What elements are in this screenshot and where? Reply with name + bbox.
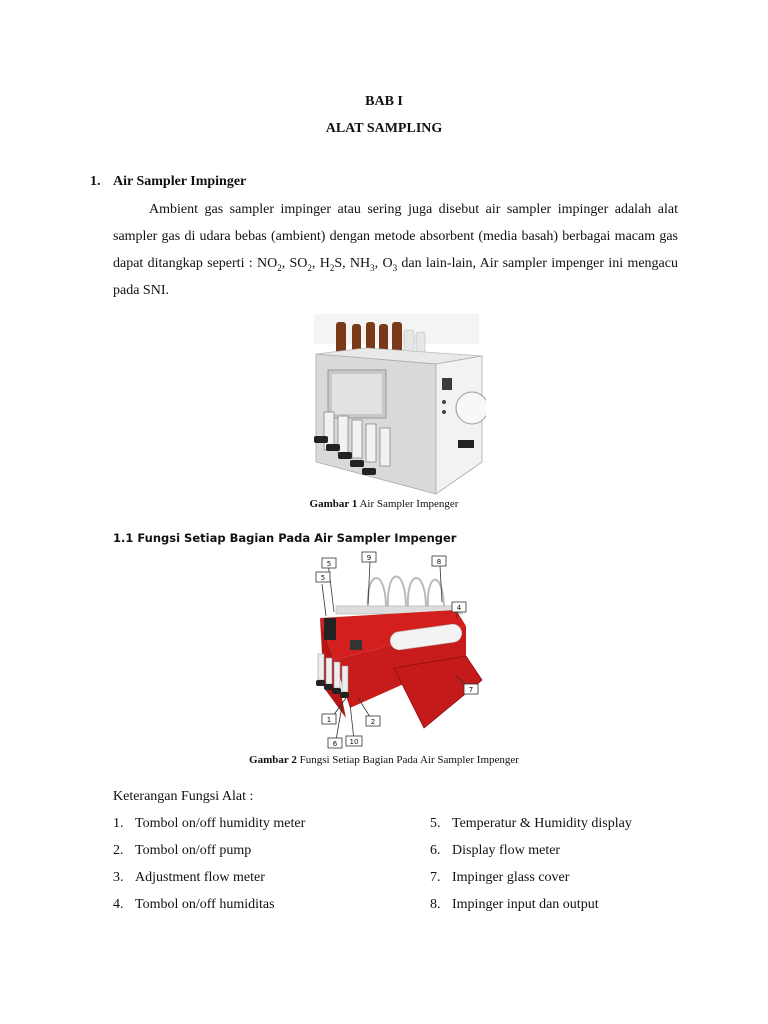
figure-2-caption: [0, 754, 768, 766]
list-item: 7. Impinger glass cover: [430, 870, 570, 885]
callout-label: 7: [468, 686, 474, 694]
callout-label: 4: [456, 604, 462, 612]
section-heading: [90, 174, 246, 190]
paragraph-text-2: dan lain-lain, Air sampler impenger ini mengacu pada SNI.: [113, 256, 678, 298]
callout-label: 9: [366, 554, 372, 562]
list-item: 3. Adjustment flow meter: [113, 870, 265, 885]
list-item: 6. Display flow meter: [430, 843, 561, 858]
figure-1-image: [306, 312, 486, 498]
figure-2-text: Fungsi Setiap Bagian Pada Air Sampler Impenger: [296, 754, 519, 766]
section-title: Air Sampler Impinger: [113, 174, 247, 189]
callout-label: 8: [436, 558, 442, 566]
chapter-number: BAB I: [365, 94, 403, 109]
intro-paragraph: Ambient gas sampler impinger atau sering juga disebut air sampler impinger adalah alat sampler gas di udara bebas (ambient) dengan metode absorbent (media basah) berbagai macam gas dapat ditangkap seperti : $NO_2$, $SO_2$, $H_2S$, $NH_3$, $O_3$ dan lain-lain, Air sampler impenger ini mengacu pada SNI.: [113, 202, 678, 298]
callout-label: 6: [332, 740, 338, 748]
list-item: 4. Tombol on/off humiditas: [113, 897, 275, 912]
legend-left-list: [113, 816, 413, 924]
air-sampler-white-illustration: [306, 312, 486, 498]
list-item: 1. Tombol on/off humidity meter: [113, 816, 306, 831]
air-sampler-red-illustration: [306, 548, 486, 750]
list-item: 8. Impinger input dan output: [430, 897, 599, 912]
figure-2-label: Gambar 2: [249, 754, 297, 766]
figure-1-caption: [0, 498, 768, 510]
chapter-title: ALAT SAMPLING: [325, 121, 443, 136]
list-item: 2. Tombol on/off pump: [113, 843, 252, 858]
list-item: 5. Temperatur & Humidity display: [430, 816, 632, 831]
callout-label: 10: [349, 738, 359, 746]
legend-heading: Keterangan Fungsi Alat :: [113, 789, 254, 804]
callout-label: 1: [326, 716, 332, 724]
callout-label: 5: [326, 560, 332, 568]
callout-label: 5: [320, 574, 326, 582]
callout-label: 2: [370, 718, 376, 726]
figure-2-image: [306, 548, 486, 750]
subsection-heading: 1.1 Fungsi Setiap Bagian Pada Air Sampler Impenger: [113, 531, 457, 545]
figure-1-text: Air Sampler Impenger: [357, 498, 459, 510]
section-number: 1.: [90, 174, 101, 189]
paragraph-text-1: Ambient gas sampler impinger atau sering juga disebut air sampler impinger adalah alat sampler gas di udara bebas (ambient) dengan metode absorbent (media basah) berbagai macam gas dapat ditangkap seperti : NO: [113, 202, 678, 271]
figure-1-label: Gambar 1: [309, 498, 358, 510]
legend-right-list: [430, 816, 730, 924]
